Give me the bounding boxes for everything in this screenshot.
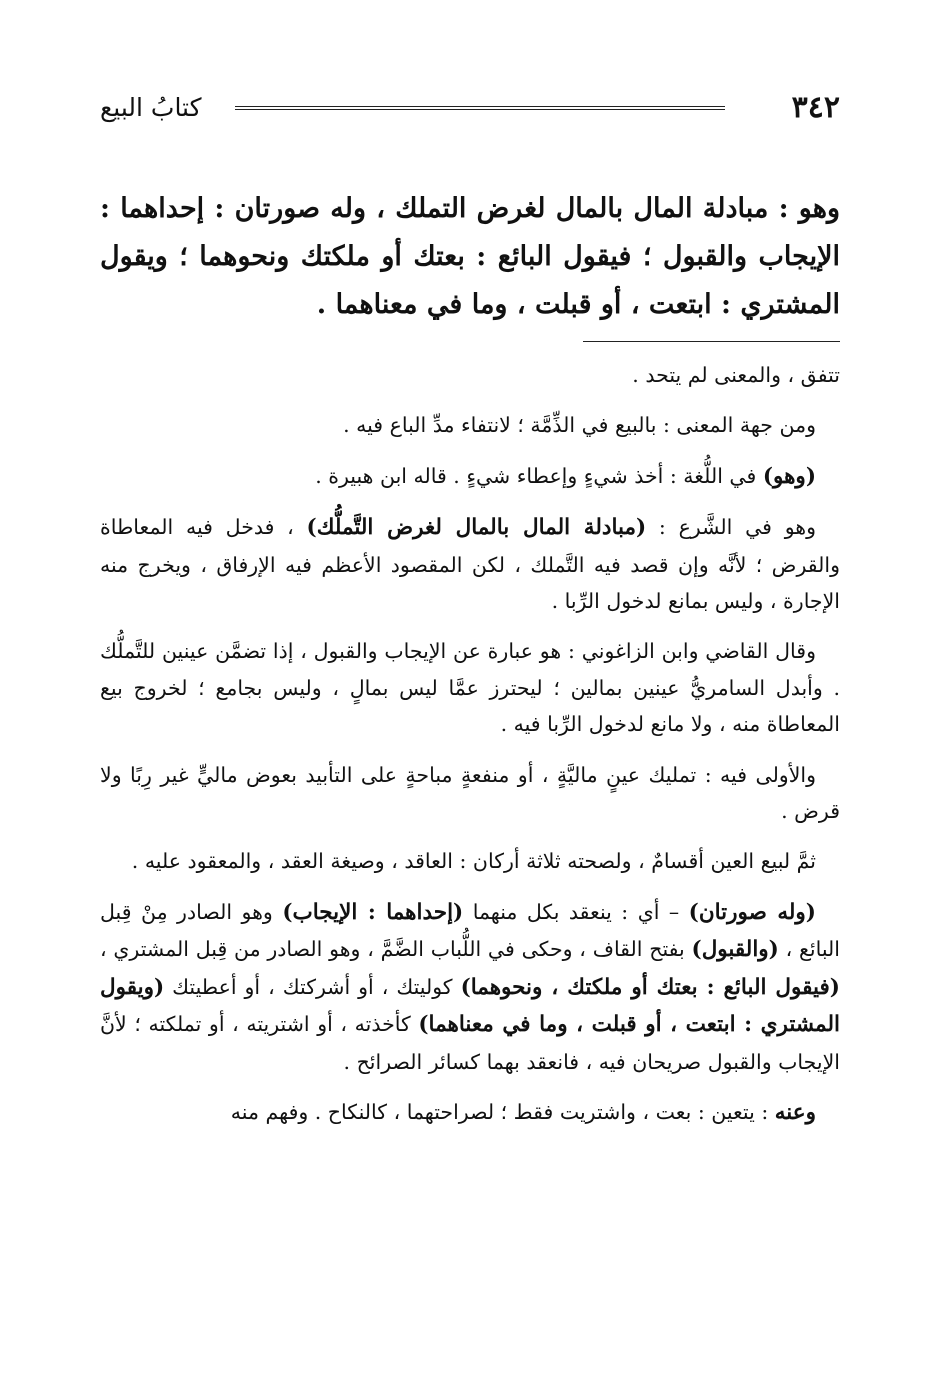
page-number: ٣٤٢ xyxy=(791,90,840,125)
commentary-text: كوليتك ، أو أشركتك ، أو أعطيتك xyxy=(164,974,461,999)
commentary-text: بفتح القاف ، وحكى في اللُّباب الضَّمَّ ، وهو الصادر من قِبل المشتري ، xyxy=(100,937,692,962)
running-header xyxy=(100,88,840,128)
quoted-term: (فيقول البائع : بعتك أو ملكتك ، ونحوهما) xyxy=(460,974,840,1000)
commentary-paragraph-9 xyxy=(100,1094,840,1131)
header-double-rule xyxy=(235,106,725,110)
commentary-paragraph-2: ومن جهة المعنى : بالبيع في الذِّمَّة ؛ لانتفاء مدِّ الباع فيه . xyxy=(343,413,816,438)
book-title: كتابُ البيع xyxy=(100,93,202,122)
quoted-term: (وله صورتان) xyxy=(688,899,816,925)
commentary-paragraph-7: ثمَّ لبيع العين أقسامٌ ، ولصحته ثلاثة أركان : العاقد ، وصيغة العقد ، والمعقود عليه . xyxy=(131,849,816,874)
quoted-term: (ويقول المشتري : ابتعت ، أو قبلت ، وما في معناهما) xyxy=(100,974,840,1038)
commentary-text: : يتعين : بعت ، واشتريت فقط ؛ لصراحتهما ، كالنكاح . وفهم منه xyxy=(230,1099,775,1124)
book-page xyxy=(100,0,840,1379)
commentary xyxy=(100,357,840,1145)
main-text-paragraph: وهو : مبادلة المال بالمال لغرض التملك ، وله صورتان : إحداهما : الإيجاب والقبول ؛ فيقول البائع : بعتك أو ملكتك ونحوهما ؛ ويقول المشتري : ابتعت ، أو قبلت ، وما في معناهما . xyxy=(100,193,840,320)
commentary-text: وهو الصادر مِنْ قِبل البائع ، xyxy=(100,899,840,962)
commentary-text: وهو في الشَّرع : xyxy=(646,515,816,540)
quoted-term: وعنه xyxy=(774,1099,816,1125)
commentary-paragraph-1: تتفق ، والمعنى لم يتحد . xyxy=(632,363,840,387)
footnote-separator xyxy=(583,341,840,342)
commentary-text: ، فدخل فيه المعاطاة والقرض ؛ لأنَّه وإن قصد فيه التَّملك ، لكن المقصود الأعظم فيه الإرفاق ، ويخرج منه الإجارة ، وليس بمانع لدخول الرِّبا . xyxy=(100,515,840,614)
commentary-paragraph-3 xyxy=(100,458,840,495)
main-text xyxy=(100,185,840,329)
commentary-text: – أي : ينعقد بكل منهما xyxy=(463,899,689,924)
commentary-text: في اللُّغة : أخذ شيءٍ وإعطاء شيءٍ . قاله ابن هبيرة . xyxy=(315,463,763,488)
quoted-term: (والقبول) xyxy=(691,937,779,963)
commentary-text: كأخذته ، أو اشتريته ، أو تملكته ؛ لأنَّ الإيجاب والقبول صريحان فيه ، فانعقد بهما كسائر الصرائح . xyxy=(100,1012,840,1074)
quoted-term: (إحداهما : الإيجاب) xyxy=(282,899,464,925)
quoted-term: (مبادلة المال بالمال لغرض التَّملُّك) xyxy=(306,515,647,541)
quoted-term: (وهو) xyxy=(762,463,816,489)
commentary-paragraph-8 xyxy=(100,894,840,1080)
commentary-paragraph-4 xyxy=(100,509,840,619)
commentary-paragraph-6: والأولى فيه : تمليك عينٍ ماليَّةٍ ، أو منفعةٍ مباحةٍ على التأبيد بعوض ماليٍّ غير رِبًا ولا قرض . xyxy=(100,762,840,824)
commentary-paragraph-5: وقال القاضي وابن الزاغوني : هو عبارة عن الإيجاب والقبول ، إذا تضمَّن عينين للتَّملُّك . وأبدل السامريُّ عينين بمالين ؛ ليحترز عمَّا ليس بمالٍ ، وليس بجامع ؛ لخروج بيع المعاطاة منه ، ولا مانع لدخول الرِّبا فيه . xyxy=(100,639,840,737)
